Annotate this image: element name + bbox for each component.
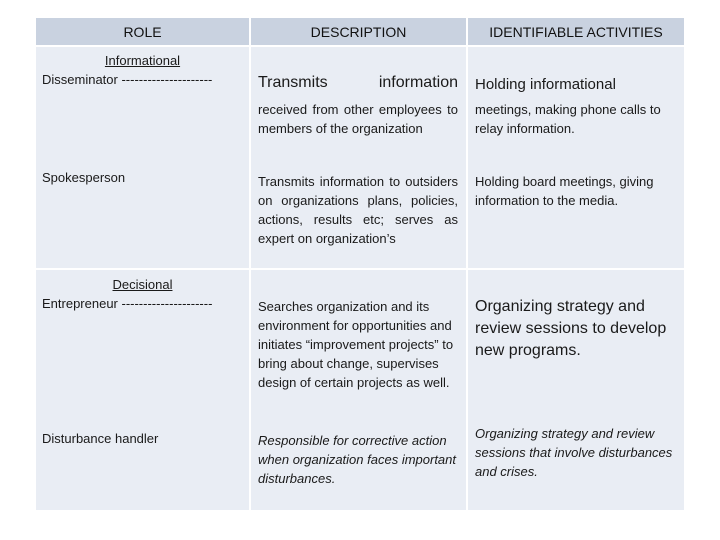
role-group-heading: Decisional [112, 277, 173, 292]
column-divider [249, 18, 251, 510]
role-cell-disturbance-handler [42, 429, 242, 448]
description-cell-disturbance-handler: Responsible for corrective action when organization faces important disturbances. [258, 433, 457, 486]
role-name: Spokesperson [42, 170, 126, 185]
activity-cell-disturbance-handler: Organizing strategy and review sessions that involve disturbances and crises. [475, 426, 673, 479]
row-divider [36, 268, 684, 270]
description-text: received from other employees to members of the organization [258, 102, 458, 136]
activity-lead: Holding informational [475, 76, 616, 93]
header-activities: IDENTIFIABLE ACTIVITIES [468, 18, 684, 47]
activity-cell-disseminator [475, 74, 679, 138]
activity-text: meetings, making phone calls to relay information. [475, 102, 661, 136]
description-lead: Transmits information [258, 74, 458, 91]
role-cell-disseminator [36, 51, 249, 89]
role-name: Disseminator --------------------- [42, 72, 213, 87]
role-name: Entrepreneur --------------------- [42, 296, 213, 311]
role-cell-spokesperson [42, 168, 242, 187]
role-name: Disturbance handler [42, 431, 159, 446]
activity-cell-spokesperson: Holding board meetings, giving information to the media. [475, 174, 654, 208]
description-cell-disseminator [258, 72, 458, 138]
role-cell-entrepreneur [36, 275, 249, 313]
header-description: DESCRIPTION [251, 18, 466, 47]
description-cell-spokesperson: Transmits information to outsiders on organizations plans, policies, actions, results etc; serves as expert on organization’s [258, 174, 458, 246]
header-role: ROLE [36, 18, 249, 47]
activity-cell-entrepreneur: Organizing strategy and review sessions to develop new programs. [475, 298, 667, 359]
description-cell-entrepreneur: Searches organization and its environment for opportunities and initiates “improvement projects” to bring about change, supervises design of certain projects as well. [258, 299, 454, 390]
roles-table [36, 18, 684, 510]
role-group-heading: Informational [104, 53, 181, 68]
